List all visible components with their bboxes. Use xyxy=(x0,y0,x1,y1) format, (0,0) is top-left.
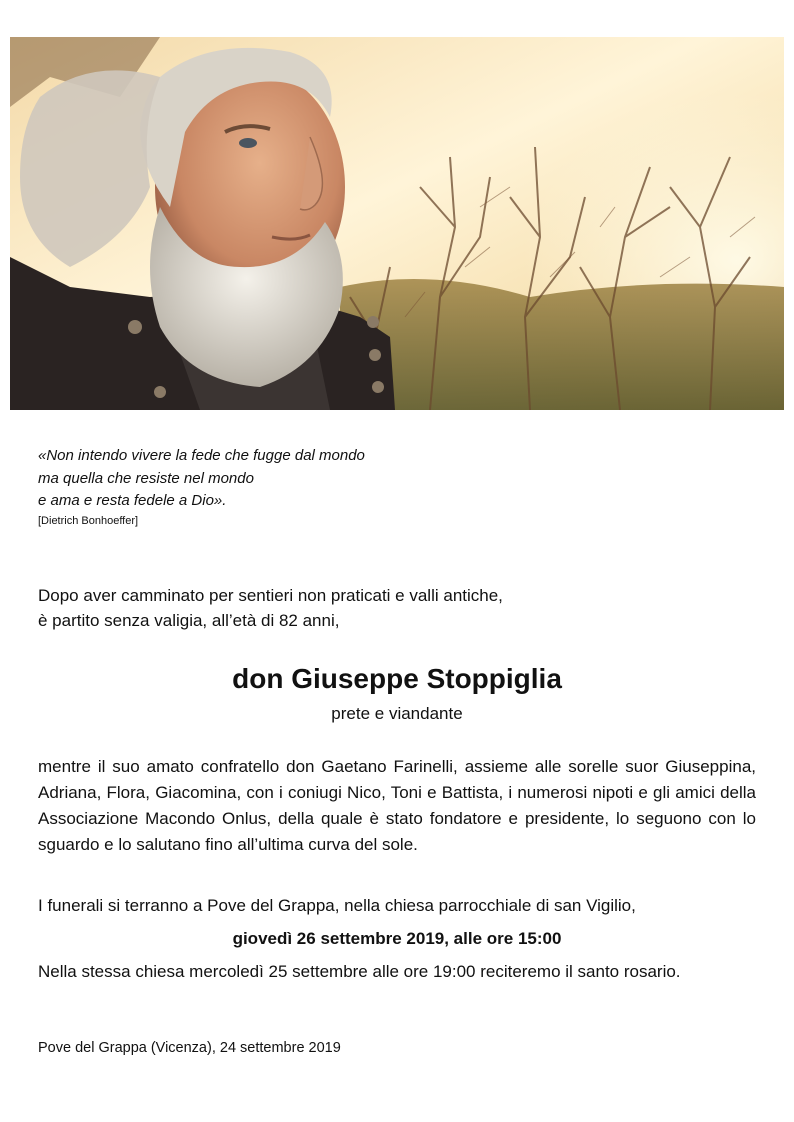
portrait-photo xyxy=(10,37,784,410)
quote-author: [Dietrich Bonhoeffer] xyxy=(38,515,139,527)
deceased-name: don Giuseppe Stoppiglia xyxy=(232,663,562,694)
bonhoeffer-quote xyxy=(38,445,638,513)
quote-line: ma quella che resiste nel mondo xyxy=(38,469,254,487)
intro-line: Dopo aver camminato per sentieri non praticati e valli antiche, xyxy=(38,586,503,605)
funeral-info: I funerali si terranno a Pove del Grappa, nella chiesa parrocchiale di san Vigilio, xyxy=(38,896,636,915)
intro-text xyxy=(38,583,738,633)
deceased-role: prete e viandante xyxy=(331,704,463,723)
mourners-paragraph: mentre il suo amato confratello don Gaetano Farinelli, assieme alle sorelle suor Giuseppina, Adriana, Flora, Giacomina, con i coniugi Nico, Toni e Battista, i numerosi nipoti e gli amici della Associazione Macondo Onlus, della quale è stato fondatore e presidente, lo seguono con lo sguardo e lo salutano fino all’ultima curva del sole. xyxy=(38,757,756,854)
place-and-date: Pove del Grappa (Vicenza), 24 settembre 2019 xyxy=(38,1040,341,1056)
intro-line: è partito senza valigia, all’età di 82 anni, xyxy=(38,611,340,630)
quote-line: «Non intendo vivere la fede che fugge dal mondo xyxy=(38,447,365,464)
rosary-info: Nella stessa chiesa mercoledì 25 settembre alle ore 19:00 reciteremo il santo rosario. xyxy=(38,962,681,981)
funeral-date: giovedì 26 settembre 2019, alle ore 15:00 xyxy=(232,929,562,948)
portrait-photo-illustration xyxy=(10,37,784,410)
quote-line: e ama e resta fedele a Dio». xyxy=(38,492,227,509)
